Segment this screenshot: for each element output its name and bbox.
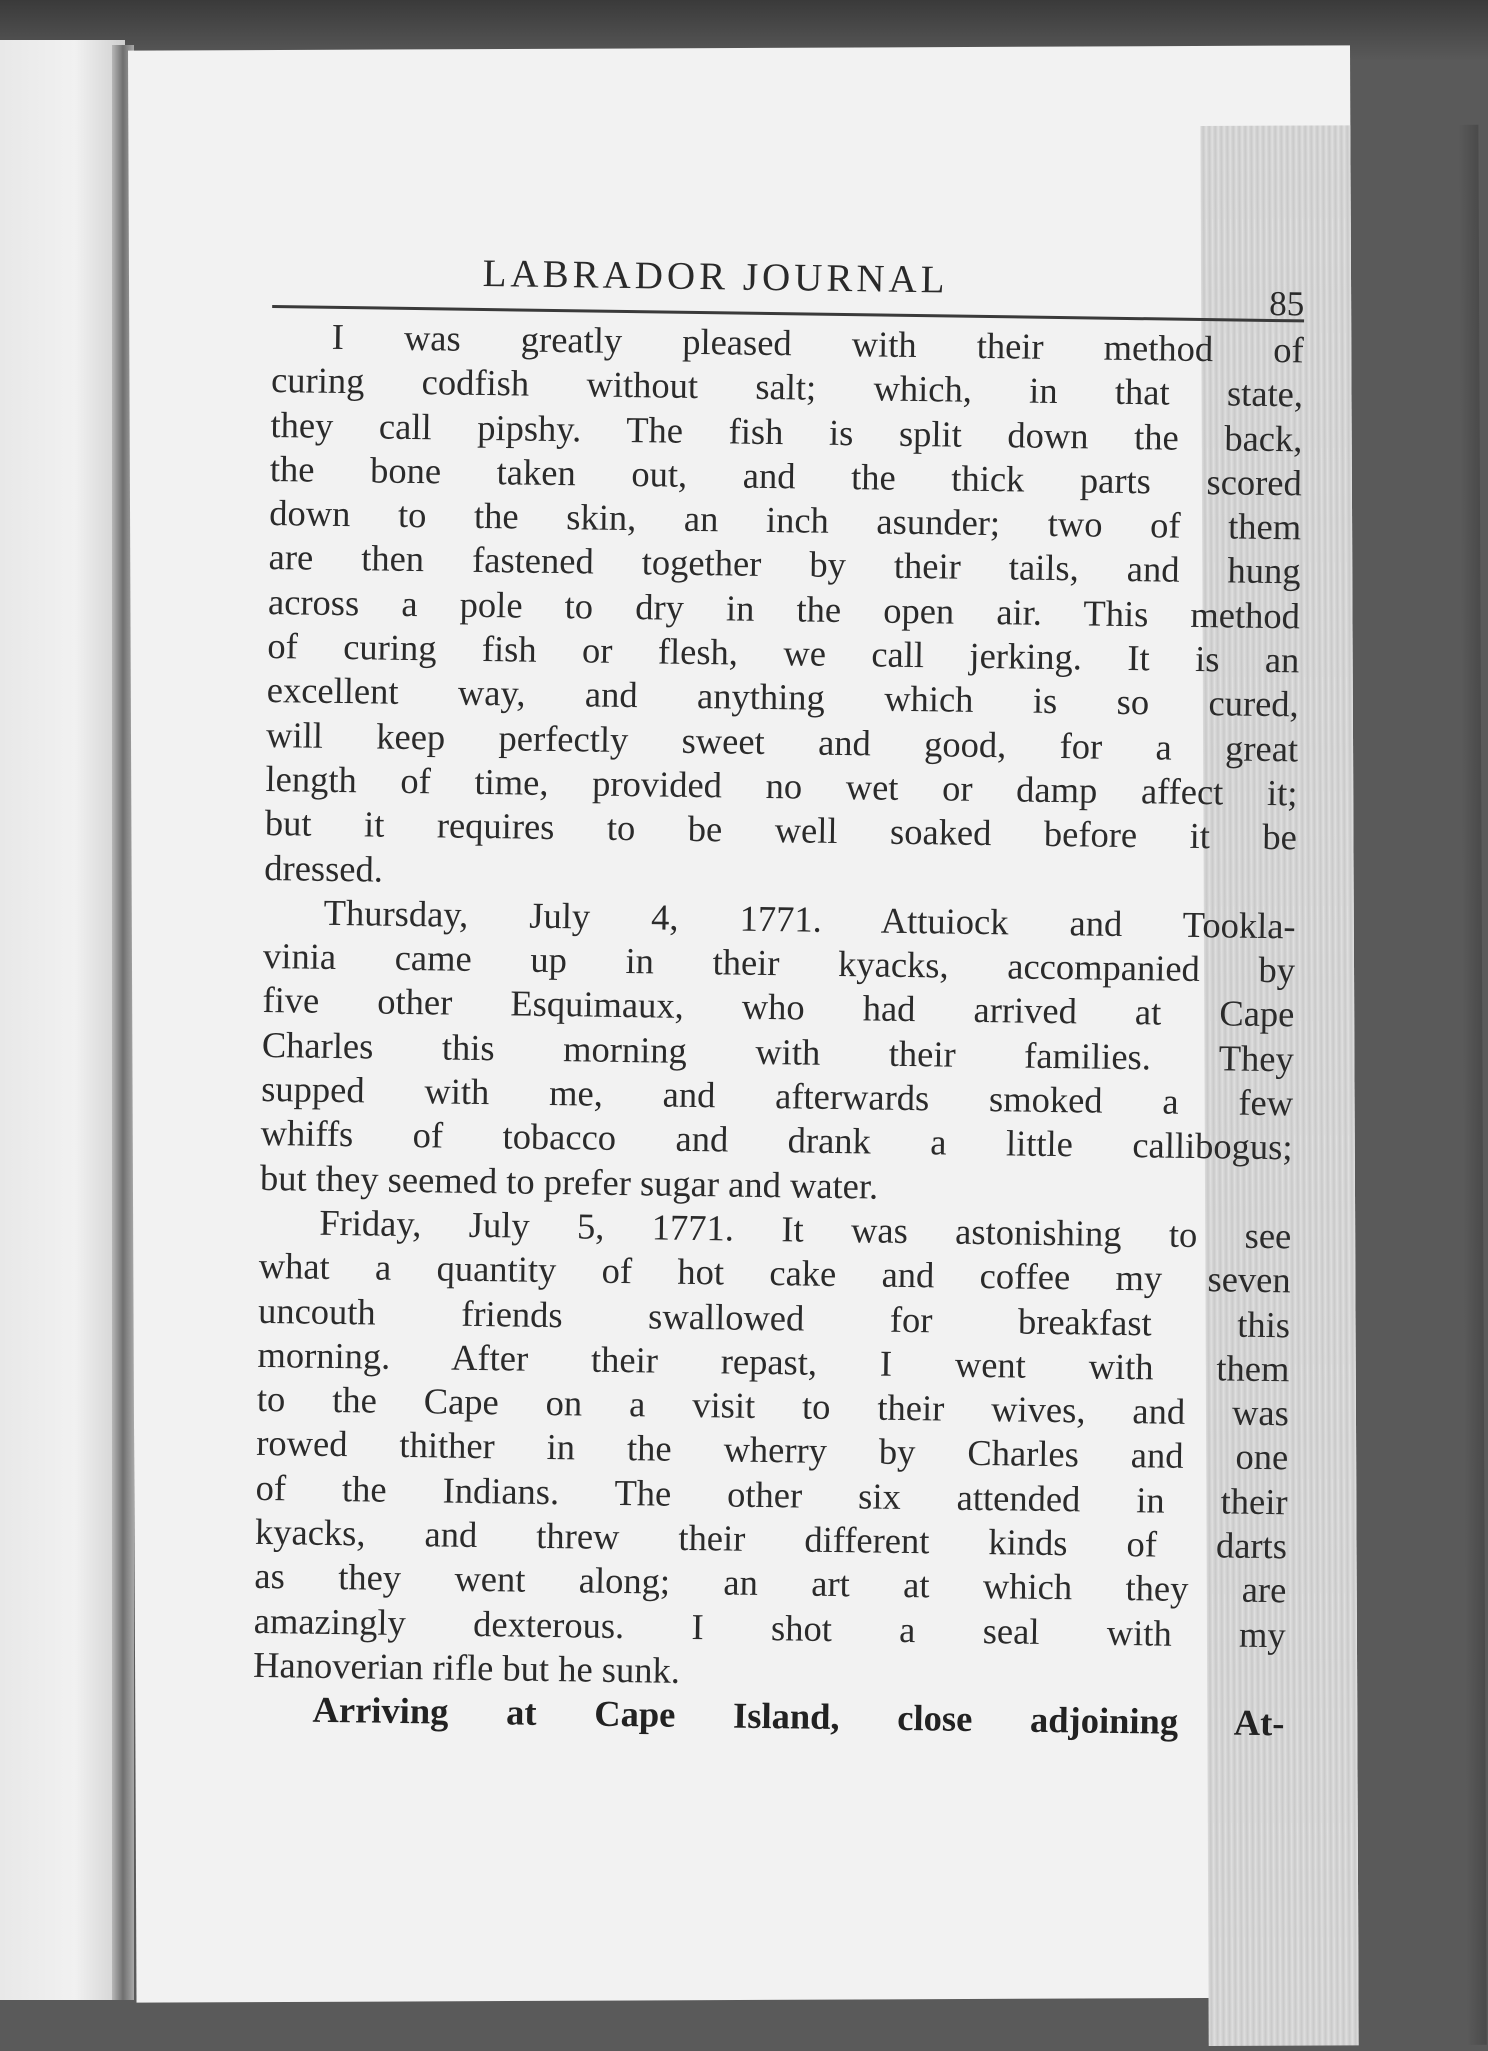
text-line: across a pole to dry in the open air. This method [267, 580, 1301, 637]
text-line: I was greatly pleased with their method of [331, 315, 1304, 371]
text-line: amazingly dexterous. I shot a seal with my [253, 1599, 1287, 1655]
text-line: are then fastened together by their tails, and hung [268, 536, 1301, 592]
text-line: to the Cape on a visit to their wives, and was [256, 1378, 1290, 1434]
body-text [252, 314, 1304, 1746]
text-line: what a quantity of hot cake and coffee my seven [258, 1245, 1291, 1301]
text-line: down to the skin, an inch asunder; two of them [269, 492, 1302, 548]
text-line: of curing fish or flesh, we call jerking. It is an [267, 625, 1300, 681]
left-page-edge [0, 40, 125, 2000]
text-line: Thursday, July 4, 1771. Attuiock and Tookla- [323, 891, 1296, 947]
text-line: they call pipshy. The fish is split down the back, [270, 403, 1303, 460]
text-line: Charles this morning with their families. They [261, 1023, 1295, 1080]
text-line: of the Indians. The other six attended in their [255, 1466, 1288, 1523]
page-content [252, 200, 1305, 1744]
text-line: dressed. [264, 846, 384, 890]
text-line: as they went along; an art at which they are [254, 1555, 1287, 1611]
text-line: rowed thither in the wherry by Charles and one [256, 1422, 1289, 1478]
page-header [272, 200, 1305, 324]
text-line: Hanoverian rifle but he sunk. [252, 1643, 681, 1691]
text-line: uncouth friends swallowed for breakfast this [257, 1289, 1291, 1345]
text-line: morning. After their repast, I went with them [257, 1333, 1290, 1390]
text-line: excellent way, and anything which is so cured, [266, 669, 1300, 725]
text-line: vinia came up in their kyacks, accompanied by [262, 935, 1296, 991]
text-line: Arriving at Cape Island, close adjoining At- [312, 1688, 1285, 1744]
text-line: but they seemed to prefer sugar and water. [259, 1156, 879, 1207]
book-page [128, 45, 1359, 2002]
text-line: five other Esquimaux, who had arrived at Cape [262, 979, 1295, 1035]
text-line: kyacks, and threw their different kinds of darts [254, 1510, 1288, 1567]
text-line: whiffs of tobacco and drank a little callibogus; [260, 1112, 1293, 1168]
text-line: supped with me, and afterwards smoked a few [260, 1067, 1294, 1124]
page-edge-shadow [1458, 125, 1486, 2045]
page-number: 85 [1269, 283, 1305, 324]
text-line: but it requires to be well soaked before it be [264, 802, 1298, 858]
text-line: curing codfish without salt; which, in that state, [270, 359, 1304, 415]
text-line: length of time, provided no wet or damp affect it; [265, 757, 1298, 814]
text-line: will keep perfectly sweet and good, for a great [265, 713, 1299, 770]
running-head: LABRADOR JOURNAL [482, 251, 949, 302]
text-line: the bone taken out, and the thick parts scored [269, 447, 1303, 504]
text-line: Friday, July 5, 1771. It was astonishing to see [319, 1201, 1292, 1257]
